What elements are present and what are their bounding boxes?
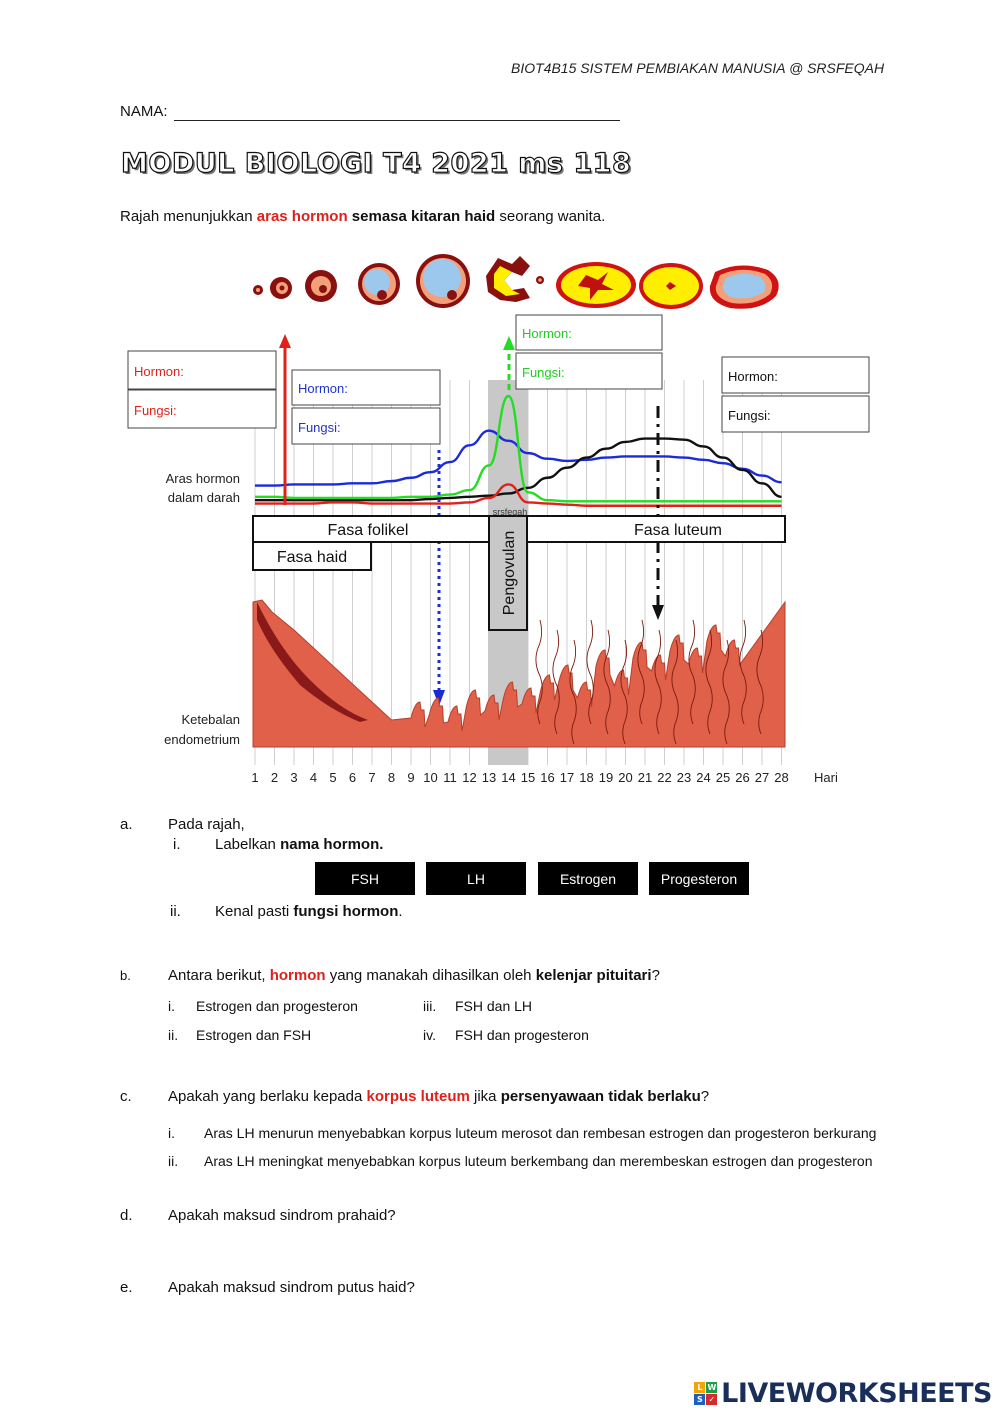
day-label: 1 [251,770,259,785]
day-label: 13 [481,770,497,785]
red-hormon-label: Hormon: [134,364,184,379]
fasa-haid-label: Fasa haid [276,549,348,566]
day-label: 19 [598,770,614,785]
day-label: 12 [462,770,477,785]
y-label-top-2: dalam darah [167,490,240,505]
nama-answer-line[interactable] [174,120,620,121]
liveworksheets-logo[interactable] [694,1378,992,1409]
menstrual-cycle-diagram [120,250,880,800]
follicle-stage-2 [270,277,292,299]
option-b-ii[interactable]: Estrogen dan FSH [196,1027,312,1043]
question-a-text: Pada rajah, [168,816,245,833]
black-hormone-box [722,357,869,432]
question-b-letter: b. [120,968,131,983]
black-fungsi-label: Fungsi: [728,408,771,423]
question-e-text: Apakah maksud sindrom putus haid? [168,1279,415,1296]
y-label-bottom-1: Ketebalan [181,712,240,727]
chip-estrogen[interactable]: Estrogen [538,862,638,895]
day-label: 6 [348,770,357,785]
watermark: srsfeqah [492,507,528,517]
blue-fungsi-label: Fungsi: [298,420,341,435]
day-label: 22 [657,770,672,785]
intro-text: Rajah menunjukkan aras hormon semasa kitaran haid seorang wanita. [120,208,606,225]
day-label: 3 [290,770,298,785]
day-label: 25 [715,770,731,785]
chip-lh[interactable]: LH [426,862,526,895]
question-c-letter: c. [120,1088,132,1105]
red-arrow-head [279,334,291,348]
day-label: 10 [423,770,438,785]
option-c-i[interactable]: Aras LH menurun menyebabkan korpus luteum merosot dan rembesan estrogen dan progesteron berkurang [204,1125,877,1141]
x-unit-label: Hari [814,770,838,785]
day-label: 20 [618,770,633,785]
option-b-iv-num: iv. [423,1027,436,1043]
question-e-letter: e. [120,1279,133,1296]
day-label: 27 [754,770,770,785]
green-hormon-label: Hormon: [522,326,572,341]
option-b-i-num: i. [168,998,175,1014]
ovulation-follicle [486,256,544,302]
follicle-stages [253,254,779,309]
day-label: 5 [329,770,337,785]
day-axis-labels [251,770,788,785]
question-a-i-num: i. [173,836,181,853]
logo-text: LIVEWORKSHEETS [721,1378,992,1409]
day-label: 24 [696,770,711,785]
corpus-luteum-2 [639,263,703,309]
fasa-folikel-label: Fasa folikel [327,522,409,539]
day-label: 26 [735,770,750,785]
follicle-stage-3 [305,270,337,302]
option-b-ii-num: ii. [168,1027,179,1043]
day-label: 8 [387,770,396,785]
red-hormone-box [128,351,276,428]
option-b-i[interactable]: Estrogen dan progesteron [196,998,358,1014]
question-a-ii-text: Kenal pasti fungsi hormon. [215,903,403,920]
follicle-stage-5 [416,254,470,308]
question-d-letter: d. [120,1207,133,1224]
option-b-iii[interactable]: FSH dan LH [455,998,533,1014]
day-label: 4 [309,770,318,785]
blue-hormon-label: Hormon: [298,381,348,396]
logo-mark-icon: L W S ✓ [694,1382,717,1405]
option-c-ii[interactable]: Aras LH meningkat menyebabkan korpus luteum berkembang dan merembeskan estrogen dan progesteron [204,1153,873,1169]
day-label: 11 [443,770,457,785]
fasa-luteum-label: Fasa luteum [633,522,723,539]
question-b-text: Antara berikut, hormon yang manakah dihasilkan oleh kelenjar pituitari? [168,967,660,984]
green-arrow-head [503,336,515,350]
day-label: 2 [270,770,279,785]
pengovulan-label: Pengovulan [501,530,518,616]
day-label: 15 [520,770,536,785]
question-a-letter: a. [120,816,133,833]
day-label: 14 [501,770,516,785]
day-label: 17 [559,770,575,785]
question-a-ii-num: ii. [170,903,181,920]
chip-progesteron[interactable]: Progesteron [649,862,749,895]
blue-hormone-box [292,370,440,444]
follicle-stage-4 [358,263,400,305]
day-label: 9 [407,770,415,785]
day-label: 28 [774,770,789,785]
day-label: 23 [676,770,692,785]
chip-fsh[interactable]: FSH [315,862,415,895]
option-b-iv[interactable]: FSH dan progesteron [455,1027,589,1043]
option-c-ii-num: ii. [168,1153,179,1169]
question-a-i-text: Labelkan nama hormon. [215,836,384,853]
page-title: MODUL BIOLOGI T4 2021 ms 118 [121,148,632,179]
green-fungsi-label: Fungsi: [522,365,565,380]
question-d-text: Apakah maksud sindrom prahaid? [168,1207,396,1224]
follicle-stage-1 [253,285,263,295]
day-label: 18 [579,770,594,785]
option-b-iii-num: iii. [423,998,437,1014]
day-label: 16 [540,770,555,785]
red-fungsi-label: Fungsi: [134,403,177,418]
option-c-i-num: i. [168,1125,175,1141]
header-code: BIOT4B15 SISTEM PEMBIAKAN MANUSIA @ SRSFEQAH [511,60,885,76]
black-arrow-head [652,605,664,620]
nama-label: NAMA: [120,103,168,120]
day-label: 21 [637,770,653,785]
y-label-top-1: Aras hormon [165,471,240,486]
question-c-text: Apakah yang berlaku kepada korpus luteum jika persenyawaan tidak berlaku? [168,1088,710,1105]
black-hormon-label: Hormon: [728,369,778,384]
corpus-albicans [710,265,779,308]
day-label: 7 [368,770,376,785]
y-label-bottom-2: endometrium [164,732,240,747]
green-hormone-box [516,315,662,389]
corpus-luteum-1 [556,262,636,308]
